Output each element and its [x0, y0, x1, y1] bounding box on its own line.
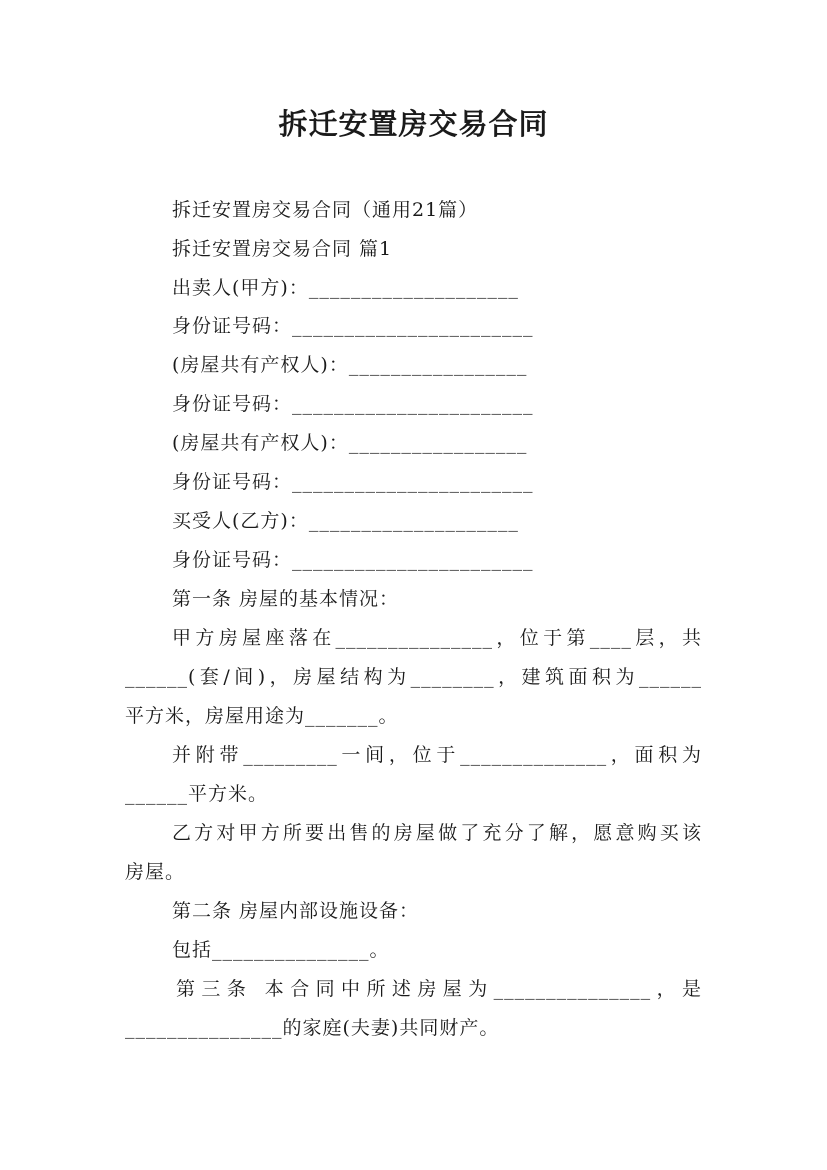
- doc-line: 身份证号码：_______________________: [172, 393, 534, 415]
- doc-line: 平方米，房屋用途为_______。: [125, 705, 399, 727]
- doc-line: 甲方房屋座落在_______________，位于第____层，共: [172, 627, 702, 649]
- doc-line: (房屋共有产权人)：_________________: [172, 354, 528, 376]
- doc-line: 身份证号码：_______________________: [172, 549, 534, 571]
- doc-line: ______平方米。: [125, 783, 269, 805]
- doc-line: 乙方对甲方所要出售的房屋做了充分了解，愿意购买该: [172, 822, 702, 844]
- doc-line: 包括_______________。: [172, 939, 390, 961]
- doc-line: 身份证号码：_______________________: [172, 471, 534, 493]
- doc-line: 身份证号码：_______________________: [172, 315, 534, 337]
- document-title: 拆迁安置房交易合同: [278, 107, 549, 141]
- doc-line: 出卖人(甲方)：____________________: [172, 277, 519, 299]
- doc-line: 房屋。: [125, 861, 186, 883]
- doc-line: _______________的家庭(夫妻)共同财产。: [125, 1017, 500, 1039]
- doc-line: ______(套/间)，房屋结构为________，建筑面积为______: [125, 666, 702, 688]
- doc-line: 并附带_________一间，位于______________，面积为: [172, 744, 702, 766]
- doc-line: 第二条 房屋内部设施设备：: [172, 900, 420, 922]
- doc-line: 第三条 本合同中所述房屋为_______________，是: [176, 978, 702, 1000]
- doc-line: 拆迁安置房交易合同 篇1: [172, 238, 393, 260]
- doc-line: 第一条 房屋的基本情况：: [172, 588, 400, 610]
- doc-line: 买受人(乙方)：____________________: [172, 510, 519, 532]
- doc-line: 拆迁安置房交易合同（通用21篇）: [172, 199, 479, 221]
- doc-line: (房屋共有产权人)：_________________: [172, 432, 528, 454]
